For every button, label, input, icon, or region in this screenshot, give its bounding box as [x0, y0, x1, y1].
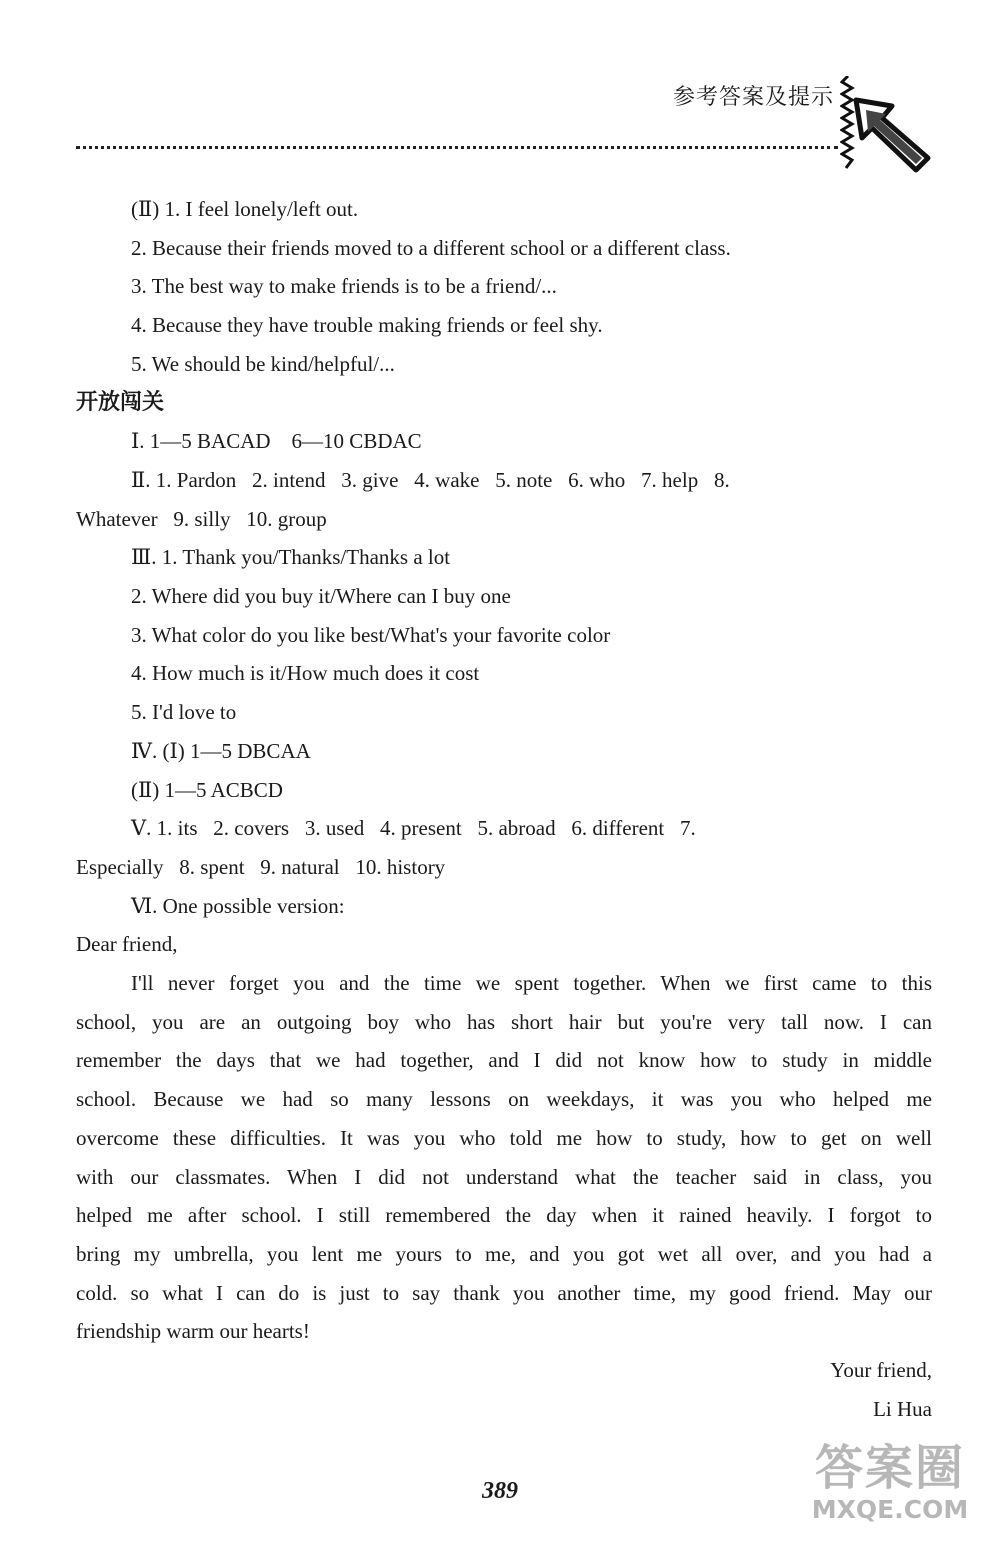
answer-line: 3. The best way to make friends is to be a friend/... [131, 274, 557, 299]
answer-line: Whatever 9. silly 10. group [76, 506, 327, 531]
page-number: 389 [482, 1478, 518, 1504]
letter-line: remember the days that we had together, and I did not know how to study in middle [76, 1048, 932, 1073]
letter-salutation: Dear friend, [76, 932, 178, 957]
letter-line: overcome these difficulties. It was you who told me how to study, how to get on well [76, 1125, 932, 1150]
letter-line: school. Because we had so many lessons on weekdays, it was you who helped me [76, 1087, 932, 1112]
answer-line: Ⅲ. 1. Thank you/Thanks/Thanks a lot [131, 545, 451, 570]
letter-line: cold. so what I can do is just to say thank you another time, my good friend. May our [76, 1280, 932, 1305]
letter-line: with our classmates. When I did not understand what the teacher said in class, you [76, 1164, 932, 1189]
answer-line: Ⅱ. 1. Pardon 2. intend 3. give 4. wake 5. note 6. who 7. help 8. [131, 467, 730, 492]
answer-line: Ⅰ. 1—5 BACAD 6—10 CBDAC [131, 429, 422, 454]
answer-line: Especially 8. spent 9. natural 10. history [76, 854, 446, 879]
answer-line: 2. Because their friends moved to a different school or a different class. [131, 235, 731, 260]
answer-line: Ⅵ. One possible version: [131, 893, 345, 918]
answer-line: (Ⅱ) 1—5 ACBCD [131, 777, 283, 802]
letter-closing: Your friend, [830, 1358, 932, 1383]
answer-line: 4. How much is it/How much does it cost [131, 661, 480, 686]
watermark-url: MXQE.COM [811, 1495, 969, 1524]
watermark-logo: 答案圈 [814, 1440, 965, 1496]
answer-line: Ⅳ. (Ⅰ) 1—5 DBCAA [131, 738, 311, 763]
answer-line: 5. We should be kind/helpful/... [131, 351, 395, 376]
answer-content [76, 190, 932, 1429]
letter-signature: Li Hua [873, 1396, 932, 1421]
letter-line: helped me after school. I still remembered the day when it rained heavily. I forgot to [76, 1203, 932, 1228]
letter-line: school, you are an outgoing boy who has short hair but you're very tall now. I can [76, 1009, 932, 1034]
header-divider [76, 146, 838, 149]
answer-line: 4. Because they have trouble making friends or feel shy. [131, 313, 603, 338]
letter-line: I'll never forget you and the time we spent together. When we first came to this [131, 971, 932, 996]
header-title: 参考答案及提示 [672, 85, 834, 110]
answer-line: 2. Where did you buy it/Where can I buy one [131, 584, 511, 609]
answer-line: 3. What color do you like best/What's your favorite color [131, 622, 611, 647]
section-title: 开放闯关 [76, 389, 165, 415]
letter-line: bring my umbrella, you lent me yours to me, and you got wet all over, and you had a [76, 1241, 932, 1266]
letter-line: friendship warm our hearts! [76, 1319, 310, 1344]
answer-line: Ⅴ. 1. its 2. covers 3. used 4. present 5. abroad 6. different 7. [131, 816, 696, 841]
answer-line: (Ⅱ) 1. I feel lonely/left out. [131, 197, 359, 221]
arrow-up-left-icon [852, 96, 932, 176]
answer-line: 5. I'd love to [131, 700, 237, 725]
watermark [790, 1440, 990, 1524]
